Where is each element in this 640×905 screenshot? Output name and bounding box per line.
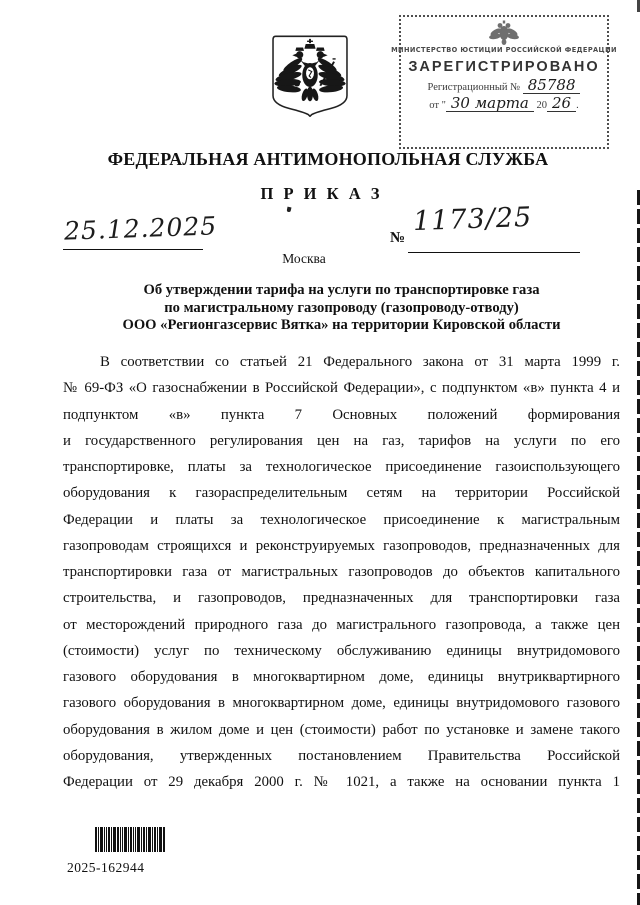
order-date-handwritten: 25.12.2025: [63, 211, 218, 246]
body-line: и государственного регулирования цен на газ, тарифов на услуги по его: [63, 432, 620, 449]
ministry-emblem-icon: [489, 20, 519, 45]
number-underline: [408, 252, 580, 253]
order-number-handwritten: 1173/25: [412, 201, 533, 238]
registration-stamp: [391, 15, 617, 149]
doc-type-title: П Р И К А З: [260, 184, 383, 203]
body-line: В соответствии со статьей 21 Федерального закона от 31 марта 1999 г.: [100, 354, 620, 370]
body-line: (стоимости) услуг по техническому обслуживанию единицы внутридомового: [63, 642, 620, 659]
barcode-number: 2025-162944: [67, 860, 145, 875]
russia-coat-of-arms-icon: [267, 33, 353, 117]
body-line: от месторождений природного газа до магистрального газопровода, а также цен: [63, 616, 620, 633]
body-line: № 69-ФЗ «О газоснабжении в Российской Федерации», с подпунктом «в» пункта 4 и: [63, 380, 620, 397]
body-line: Федерации от 29 декабря 2000 г. № 1021, а также на основании пункта 1: [63, 774, 620, 790]
body-line: газового оборудования в многоквартирном доме, единицы внутридомового газового: [63, 695, 620, 712]
stamp-reg-number-row: [428, 78, 581, 94]
body-line: оборудования в жилом доме и цен (стоимости) работ по установке и замене такого: [63, 721, 620, 738]
subject-line: по магистральному газопроводу (газопроводу-отводу): [164, 299, 519, 316]
stamp-registered-label: ЗАРЕГИСТРИРОВАНО: [408, 59, 600, 75]
subject-line: ООО «Регионгазсервис Вятка» на территории Кировской области: [122, 317, 561, 333]
stamp-date-row: [429, 96, 578, 112]
order-number-label: №: [390, 230, 406, 246]
barcode: [95, 827, 165, 852]
stamp-reg-number-value: 85788: [523, 78, 581, 94]
stamp-date-year-handwritten: 26: [547, 96, 576, 112]
agency-title: ФЕДЕРАЛЬНАЯ АНТИМОНОПОЛЬНАЯ СЛУЖБА: [107, 149, 549, 169]
body-line: транспортировке, платы за технологическое присоединение газоиспользующего: [63, 459, 620, 475]
body-line: транспортировки газа от магистральных газопроводов до объектов капитального: [63, 564, 620, 580]
date-underline: [63, 249, 203, 250]
subject-line: Об утверждении тарифа на услуги по транспортировке газа: [143, 282, 540, 298]
body-line: Федерации и платы за технологическое присоединение к магистральным: [63, 511, 620, 528]
stamp-date-century: 20: [536, 100, 548, 111]
city-label: Москва: [282, 251, 326, 266]
body-line: оборудования к газораспределительным сетям на территории Российской: [63, 485, 620, 502]
stamp-date-prefix: от ": [429, 100, 446, 111]
body-line: оборудования, утвержденных постановлением Правительства Российской: [63, 747, 620, 764]
body-line: газового оборудования в многоквартирном доме, единицы внутриквартирного: [63, 669, 620, 685]
body-paragraph: [63, 349, 620, 795]
subject-block: [63, 282, 620, 335]
ink-artifact-dot: [287, 207, 292, 213]
body-line: строительства, и газопроводов, предназначенных для транспортировки газа: [63, 590, 620, 607]
stamp-ministry-line: МИНИСТЕРСТВО ЮСТИЦИИ РОССИЙСКОЙ ФЕДЕРАЦИИ: [391, 46, 617, 54]
stamp-reg-number-label: Регистрационный №: [427, 82, 521, 93]
stamp-date-suffix: .: [576, 100, 579, 111]
stamp-date-handwritten: 30 марта: [446, 96, 534, 112]
body-line: газопроводам строящихся и реконструируемых газопроводов, предназначенных для: [63, 537, 620, 554]
body-line: подпунктом «в» пункта 7 Основных положений формирования: [63, 406, 620, 423]
